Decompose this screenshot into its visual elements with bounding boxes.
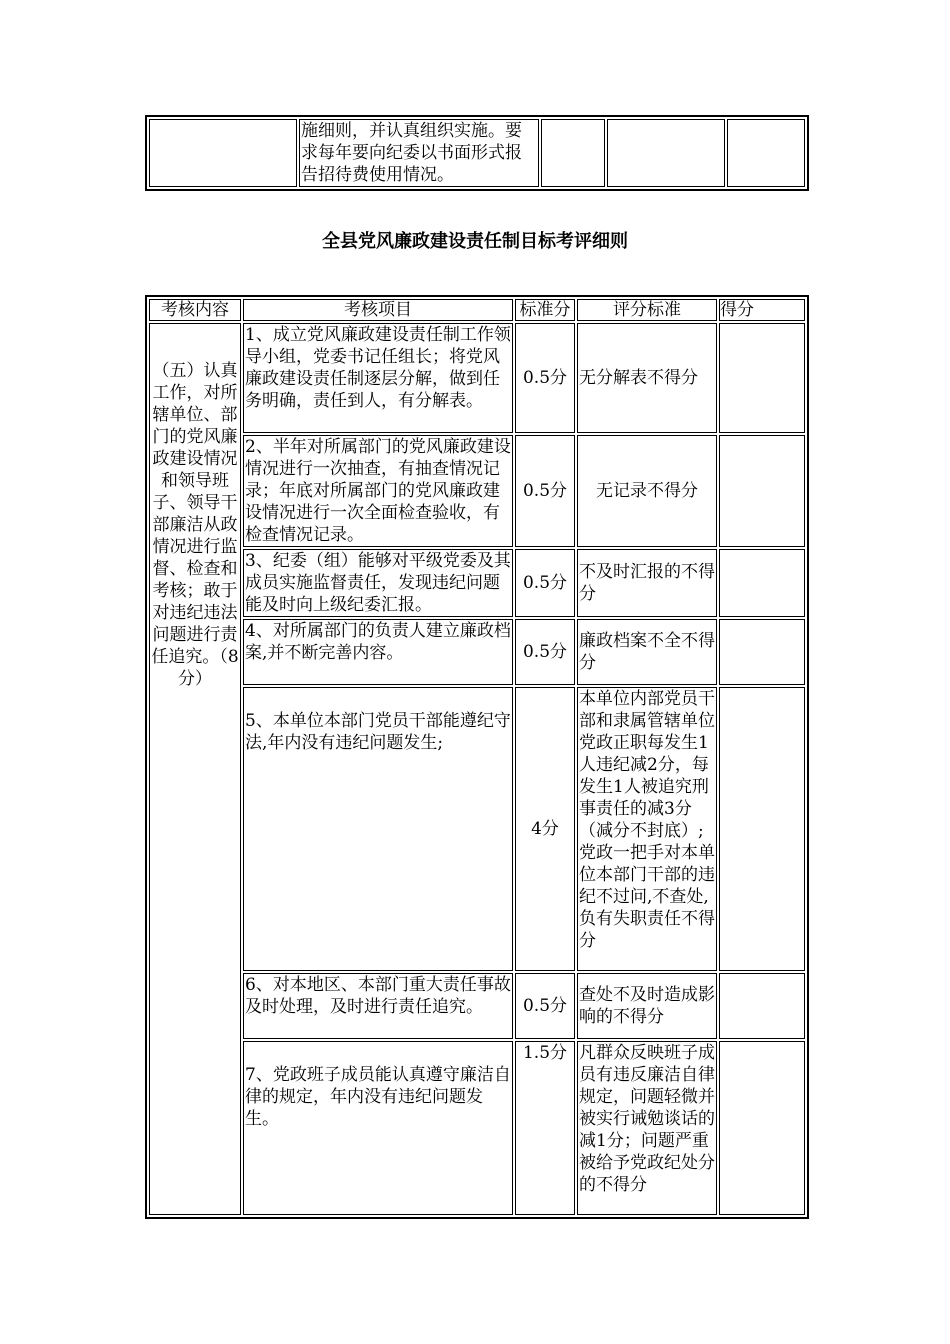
table-header-row — [149, 299, 805, 321]
table-row — [149, 435, 805, 547]
table-row — [149, 323, 805, 433]
table-row — [149, 687, 805, 971]
item-cell: 1、成立党风廉政建设责任制工作领导小组，党委书记任组长；将党风廉政建设责任制逐层分解，做到任务明确，责任到人，有分解表。 — [243, 323, 513, 433]
score-cell: 0.5分 — [515, 619, 575, 685]
criteria-cell: 凡群众反映班子成员有违反廉洁自律规定，问题轻微并被实行诫勉谈话的减1分；问题严重被给予党政纪处分的不得分 — [577, 1041, 717, 1215]
points-cell — [719, 549, 805, 617]
criteria-cell: 本单位内部党员干部和隶属管辖单位党政正职每发生1人违纪减2分，每发生1人被追究刑事责任的减3分（减分不封底）;党政一把手对本单位本部门干部的违纪不过问,不查处,负有失职责任不得分 — [577, 687, 717, 971]
item-cell: 5、本单位本部门党员干部能遵纪守法,年内没有违纪问题发生; — [243, 687, 513, 971]
points-cell — [719, 435, 805, 547]
empty-cell — [541, 119, 605, 187]
category-cell: （五）认真工作，对所辖单位、部门的党风廉政建设情况和领导班子、领导干部廉洁从政情况进行监督、检查和考核；敢于对违纪违法问题进行责任追究。（8分） — [149, 323, 241, 1215]
table-row — [149, 973, 805, 1039]
header-criteria: 评分标准 — [577, 299, 717, 321]
criteria-cell: 无记录不得分 — [577, 435, 717, 547]
table-row — [149, 619, 805, 685]
score-cell: 4分 — [515, 687, 575, 971]
score-cell: 0.5分 — [515, 973, 575, 1039]
item-cell: 3、纪委（组）能够对平级党委及其成员实施监督责任，发现违纪问题能及时向上级纪委汇报。 — [243, 549, 513, 617]
score-cell: 0.5分 — [515, 323, 575, 433]
table-row — [149, 119, 805, 187]
criteria-cell: 无分解表不得分 — [577, 323, 717, 433]
criteria-cell: 不及时汇报的不得分 — [577, 549, 717, 617]
score-cell: 0.5分 — [515, 549, 575, 617]
table-row — [149, 549, 805, 617]
points-cell — [719, 687, 805, 971]
header-content: 考核内容 — [149, 299, 241, 321]
points-cell — [719, 323, 805, 433]
empty-cell — [607, 119, 725, 187]
criteria-cell: 廉政档案不全不得分 — [577, 619, 717, 685]
score-cell: 1.5分 — [515, 1041, 575, 1215]
item-cell: 4、对所属部门的负责人建立廉政档案,并不断完善内容。 — [243, 619, 513, 685]
points-cell — [719, 973, 805, 1039]
item-cell: 7、党政班子成员能认真遵守廉洁自律的规定，年内没有违纪问题发生。 — [243, 1041, 513, 1215]
continuation-text: 施细则，并认真组织实施。要求每年要向纪委以书面形式报告招待费使用情况。 — [299, 119, 539, 187]
header-points: 得分 — [719, 299, 805, 321]
empty-cell — [149, 119, 297, 187]
continuation-table — [145, 115, 809, 191]
criteria-cell: 查处不及时造成影响的不得分 — [577, 973, 717, 1039]
empty-cell — [727, 119, 805, 187]
page-title: 全县党风廉政建设责任制目标考评细则 — [322, 231, 628, 252]
item-cell: 6、对本地区、本部门重大责任事故及时处理，及时进行责任追究。 — [243, 973, 513, 1039]
points-cell — [719, 619, 805, 685]
header-score: 标准分 — [515, 299, 575, 321]
table-row — [149, 1041, 805, 1215]
points-cell — [719, 1041, 805, 1215]
item-cell: 2、半年对所属部门的党风廉政建设情况进行一次抽查，有抽查情况记录；年底对所属部门的党风廉政建设情况进行一次全面检查验收，有检查情况记录。 — [243, 435, 513, 547]
score-cell: 0.5分 — [515, 435, 575, 547]
header-item: 考核项目 — [243, 299, 513, 321]
evaluation-table — [145, 295, 809, 1219]
